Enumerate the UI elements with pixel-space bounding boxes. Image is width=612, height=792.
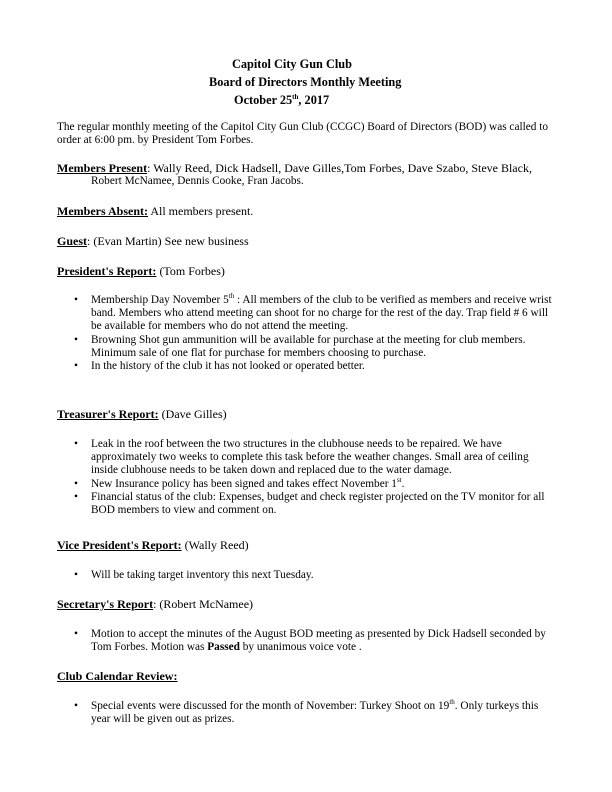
list-item: • Financial status of the club: Expenses, budget and check register projected on the TV monitor for all BOD members to view and comment on. [74,490,545,517]
vice-president-report-heading: Vice President's Report: (Wally Reed) [57,538,249,552]
president-report-list [57,294,557,373]
club-calendar-heading: Club Calendar Review: [57,669,178,683]
treasurer-report-heading: Treasurer's Report: (Dave Gilles) [57,407,227,421]
list-item: • New Insurance policy has been signed and takes effect November 1st. [74,475,405,490]
list-item: • In the history of the club it has not looked or operated better. [74,360,365,373]
guest-heading: Guest [57,234,87,248]
president-report-heading: President's Report: (Tom Forbes) [57,264,225,278]
members-present-continued: Robert McNamee, Dennis Cooke, Fran Jacobs. [91,175,304,188]
club-calendar-list [57,700,557,726]
members-absent-section: Members Absent: All members present. [57,204,254,218]
guest-section: Guest: (Evan Martin) See new business [57,234,249,248]
secretary-report-heading: Secretary's Report: (Robert McNamee) [57,597,254,611]
list-item: • Browning Shot gun ammunition will be available for purchase at the meeting for club members. Minimum sale of one flat for purchase for members choosing to purchase. [74,333,526,359]
members-absent-heading: Members Absent: [57,204,148,218]
members-present-heading: Members Present [57,161,148,175]
list-item: • Motion to accept the minutes of the August BOD meeting as presented by Dick Hadsell seconded by Tom Forbes. Motion was Passed by unanimous voice vote . [74,628,546,654]
list-item: • Membership Day November 5th : All members of the club to be verified as members and receive wrist band. Members who attend meeting can shoot for no charge for the rest of the day. Trap field # 6 will be available for members who do not attend the meeting. [74,292,552,333]
list-item: • Leak in the roof between the two structures in the clubhouse needs to be repaired. We have approximately two weeks to complete this task before the weather changes. Small area of ceiling inside clubhouse needs to be taken down and replaced due to the water damage. [74,438,529,477]
list-item: • Special events were discussed for the month of November: Turkey Shoot on 19th. Only turkeys this year will be given out as prizes. [74,698,539,726]
members-present-section: Members Present: Wally Reed, Dick Hadsell, Dave Gilles,Tom Forbes, Dave Szabo, Steve Black, Robert McNamee, Dennis Cooke, Fran Jacobs. [57,162,557,188]
vice-president-report-list [57,569,557,582]
title-meeting-name: Board of Directors Monthly Meeting [209,75,402,89]
title-date: October 25th, 2017 [234,92,330,107]
treasurer-report-list [57,438,557,517]
title-club-name: Capitol City Gun Club [232,57,352,71]
secretary-report-list [57,628,557,654]
list-item: • Will be taking target inventory this next Tuesday. [74,569,314,581]
intro-paragraph: The regular monthly meeting of the Capitol City Gun Club (CCGC) Board of Directors (BOD) was called to order at 6:00 pm. by President Tom Forbes. [57,121,549,147]
